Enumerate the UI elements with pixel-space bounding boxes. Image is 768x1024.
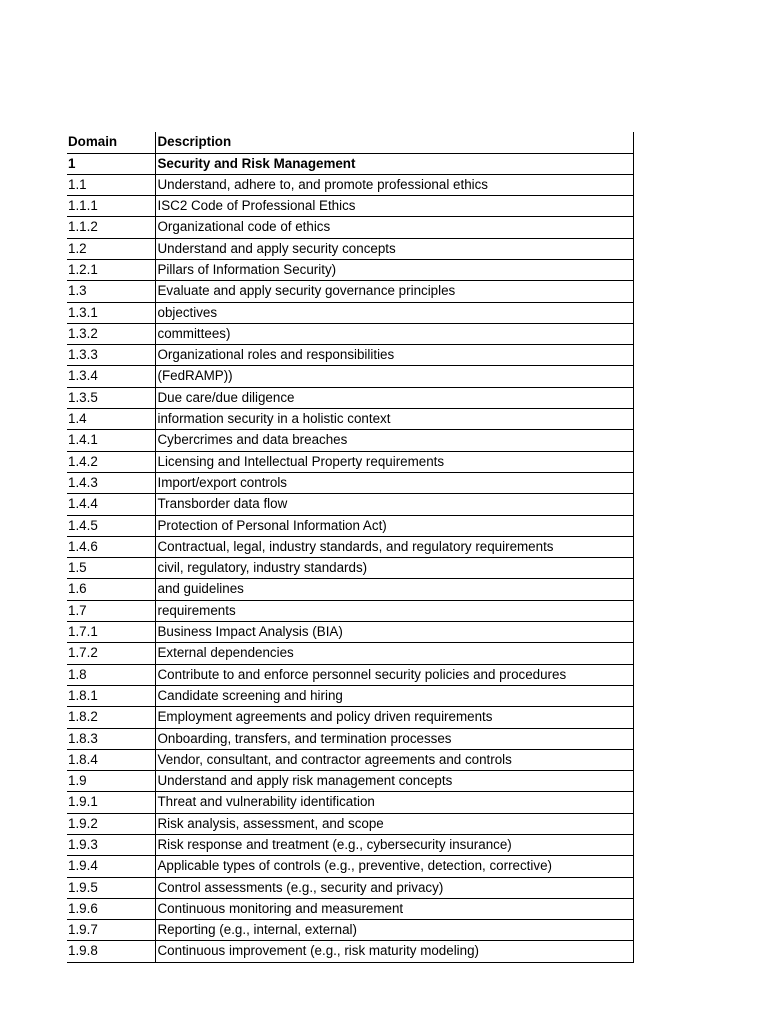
domain-cell[interactable]: 1.4.2 [67, 451, 155, 472]
description-cell[interactable]: Understand, adhere to, and promote professional ethics [155, 174, 633, 195]
description-cell[interactable]: Threat and vulnerability identification [155, 792, 633, 813]
table-row [67, 387, 633, 408]
description-cell[interactable]: Business Impact Analysis (BIA) [155, 622, 633, 643]
domain-cell[interactable]: 1.3.4 [67, 366, 155, 387]
description-cell[interactable]: Cybercrimes and data breaches [155, 430, 633, 451]
domain-cell[interactable]: 1.1 [67, 174, 155, 195]
description-cell[interactable]: Reporting (e.g., internal, external) [155, 920, 633, 941]
table-row [67, 813, 633, 834]
description-cell[interactable]: civil, regulatory, industry standards) [155, 558, 633, 579]
table-row [67, 771, 633, 792]
domain-cell[interactable]: 1.4.1 [67, 430, 155, 451]
domain-cell[interactable]: 1.1.2 [67, 217, 155, 238]
table-row [67, 536, 633, 557]
table-row [67, 366, 633, 387]
domain-cell[interactable]: 1.3.1 [67, 302, 155, 323]
table-row [67, 259, 633, 280]
domain-cell[interactable]: 1.9 [67, 771, 155, 792]
description-cell[interactable]: Understand and apply risk management concepts [155, 771, 633, 792]
table-row [67, 153, 633, 174]
domain-cell[interactable]: 1.2.1 [67, 259, 155, 280]
domain-cell[interactable]: 1.9.2 [67, 813, 155, 834]
table-row [67, 728, 633, 749]
description-cell[interactable]: Employment agreements and policy driven requirements [155, 707, 633, 728]
domain-cell[interactable]: 1.9.8 [67, 941, 155, 962]
description-cell[interactable]: Risk response and treatment (e.g., cybersecurity insurance) [155, 835, 633, 856]
domain-cell[interactable]: 1.8 [67, 664, 155, 685]
description-cell[interactable]: Organizational roles and responsibilities [155, 345, 633, 366]
description-cell[interactable]: Organizational code of ethics [155, 217, 633, 238]
table-row [67, 472, 633, 493]
table-row [67, 643, 633, 664]
table-header-row [67, 132, 633, 153]
table-row [67, 579, 633, 600]
table-row [67, 622, 633, 643]
table-row [67, 920, 633, 941]
domain-cell[interactable]: 1.4.3 [67, 472, 155, 493]
domain-cell[interactable]: 1.5 [67, 558, 155, 579]
domain-cell[interactable]: 1.9.3 [67, 835, 155, 856]
domain-cell[interactable]: 1.9.1 [67, 792, 155, 813]
table-row [67, 856, 633, 877]
table-row [67, 707, 633, 728]
description-cell[interactable]: Pillars of Information Security) [155, 259, 633, 280]
domain-cell[interactable]: 1.3 [67, 281, 155, 302]
domain-cell[interactable]: 1.7 [67, 600, 155, 621]
description-cell[interactable]: Contractual, legal, industry standards, and regulatory requirements [155, 536, 633, 557]
domain-cell[interactable]: 1.9.6 [67, 898, 155, 919]
column-header-domain[interactable]: Domain [67, 132, 155, 153]
spreadsheet-sheet [67, 132, 633, 963]
table-row [67, 664, 633, 685]
domain-cell[interactable]: 1.6 [67, 579, 155, 600]
table-row [67, 174, 633, 195]
domain-table [67, 132, 634, 963]
table-row [67, 877, 633, 898]
table-row [67, 238, 633, 259]
domain-cell[interactable]: 1.9.7 [67, 920, 155, 941]
domain-cell[interactable]: 1.9.4 [67, 856, 155, 877]
table-row [67, 941, 633, 962]
table-row [67, 430, 633, 451]
description-cell[interactable]: Candidate screening and hiring [155, 685, 633, 706]
description-cell[interactable]: Contribute to and enforce personnel security policies and procedures [155, 664, 633, 685]
table-row [67, 494, 633, 515]
table-row [67, 792, 633, 813]
description-cell[interactable]: information security in a holistic context [155, 409, 633, 430]
table-row [67, 898, 633, 919]
description-cell[interactable]: Import/export controls [155, 472, 633, 493]
domain-cell[interactable]: 1.3.5 [67, 387, 155, 408]
table-row [67, 749, 633, 770]
domain-cell[interactable]: 1.4.5 [67, 515, 155, 536]
description-cell[interactable]: (FedRAMP)) [155, 366, 633, 387]
domain-cell[interactable]: 1.7.2 [67, 643, 155, 664]
description-cell[interactable]: requirements [155, 600, 633, 621]
domain-cell[interactable]: 1.8.4 [67, 749, 155, 770]
domain-cell[interactable]: 1.4.6 [67, 536, 155, 557]
description-cell[interactable]: Vendor, consultant, and contractor agreements and controls [155, 749, 633, 770]
table-row [67, 685, 633, 706]
table-row [67, 345, 633, 366]
table-row [67, 281, 633, 302]
table-row [67, 302, 633, 323]
description-cell[interactable]: Due care/due diligence [155, 387, 633, 408]
column-header-description[interactable]: Description [155, 132, 633, 153]
table-row [67, 196, 633, 217]
table-row [67, 835, 633, 856]
table-row [67, 323, 633, 344]
description-cell[interactable]: Onboarding, transfers, and termination processes [155, 728, 633, 749]
table-row [67, 409, 633, 430]
domain-cell[interactable]: 1.3.3 [67, 345, 155, 366]
description-cell[interactable]: Licensing and Intellectual Property requirements [155, 451, 633, 472]
domain-cell[interactable]: 1 [67, 153, 155, 174]
domain-cell[interactable]: 1.2 [67, 238, 155, 259]
domain-cell[interactable]: 1.3.2 [67, 323, 155, 344]
description-cell[interactable]: External dependencies [155, 643, 633, 664]
description-cell[interactable]: Continuous monitoring and measurement [155, 898, 633, 919]
description-cell[interactable]: Applicable types of controls (e.g., preventive, detection, corrective) [155, 856, 633, 877]
description-cell[interactable]: ISC2 Code of Professional Ethics [155, 196, 633, 217]
description-cell[interactable]: objectives [155, 302, 633, 323]
table-row [67, 217, 633, 238]
description-cell[interactable]: Risk analysis, assessment, and scope [155, 813, 633, 834]
description-cell[interactable]: Evaluate and apply security governance principles [155, 281, 633, 302]
domain-cell[interactable]: 1.8.2 [67, 707, 155, 728]
description-cell[interactable]: Control assessments (e.g., security and privacy) [155, 877, 633, 898]
description-cell[interactable]: Protection of Personal Information Act) [155, 515, 633, 536]
table-body [67, 153, 633, 962]
description-cell[interactable]: and guidelines [155, 579, 633, 600]
description-cell[interactable]: committees) [155, 323, 633, 344]
table-row [67, 515, 633, 536]
domain-cell[interactable]: 1.7.1 [67, 622, 155, 643]
description-cell[interactable]: Understand and apply security concepts [155, 238, 633, 259]
description-cell[interactable]: Security and Risk Management [155, 153, 633, 174]
domain-cell[interactable]: 1.4.4 [67, 494, 155, 515]
table-row [67, 558, 633, 579]
domain-cell[interactable]: 1.8.3 [67, 728, 155, 749]
table-row [67, 600, 633, 621]
description-cell[interactable]: Continuous improvement (e.g., risk maturity modeling) [155, 941, 633, 962]
domain-cell[interactable]: 1.4 [67, 409, 155, 430]
domain-cell[interactable]: 1.1.1 [67, 196, 155, 217]
table-row [67, 451, 633, 472]
domain-cell[interactable]: 1.9.5 [67, 877, 155, 898]
domain-cell[interactable]: 1.8.1 [67, 685, 155, 706]
description-cell[interactable]: Transborder data flow [155, 494, 633, 515]
